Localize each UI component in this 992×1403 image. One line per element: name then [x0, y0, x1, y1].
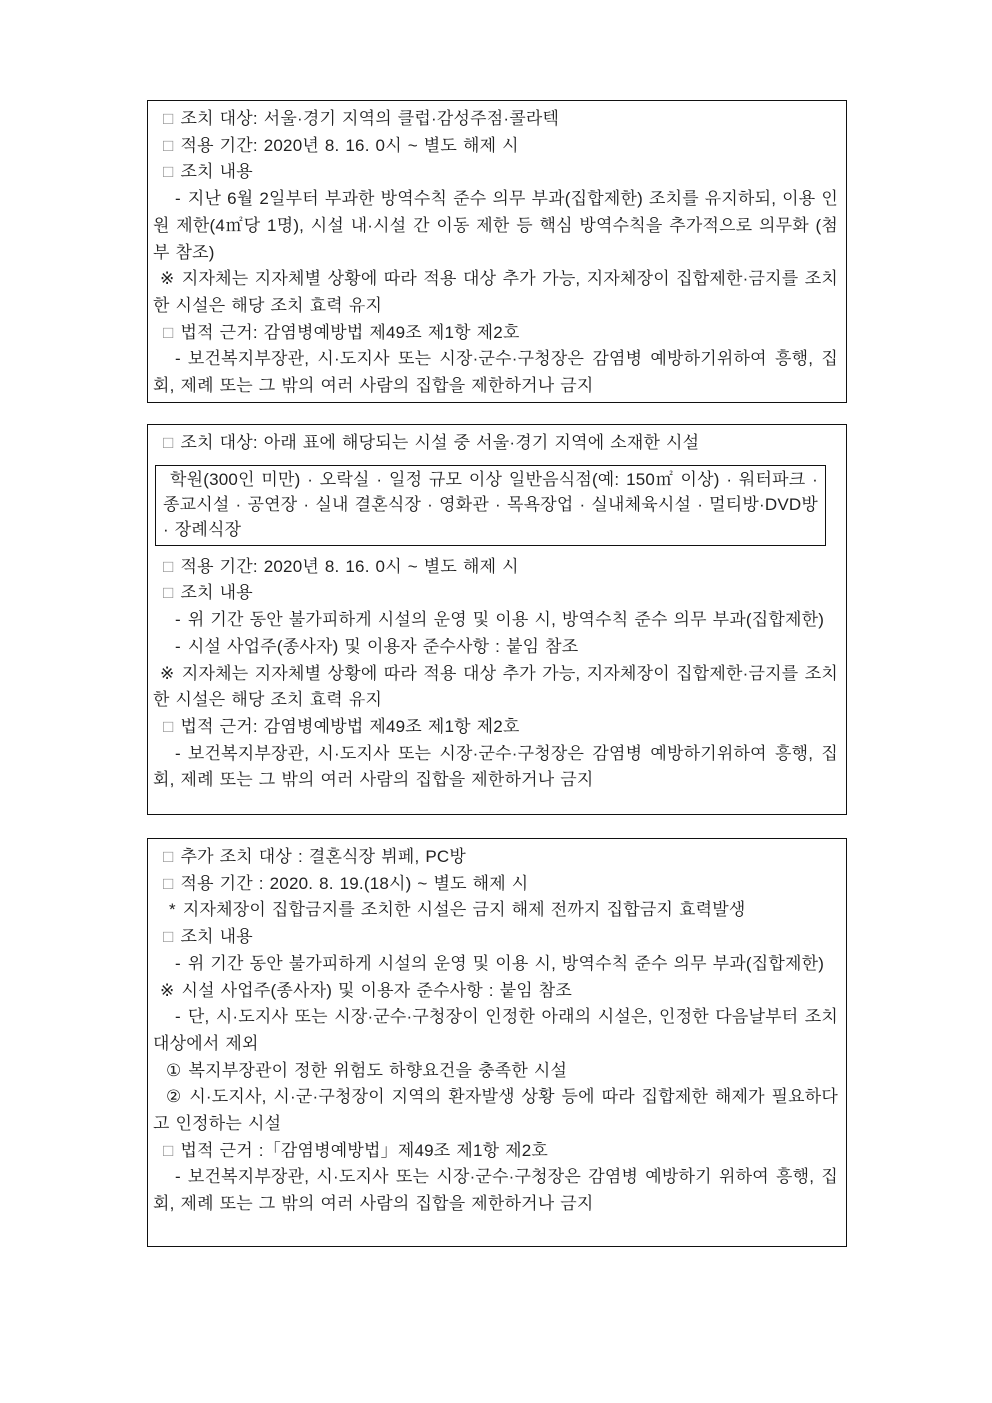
content-heading-text: 조치 내용	[180, 583, 253, 603]
checkbox-icon: □	[163, 556, 174, 576]
target-line	[153, 430, 838, 457]
content-detail	[153, 186, 838, 266]
period-text: 적용 기간: 2020년 8. 16. 0시 ~ 별도 해제 시	[180, 556, 519, 576]
reference-mark-icon: ※	[160, 663, 175, 683]
reference-mark-icon: ※	[160, 269, 175, 289]
measure-box-facilities	[147, 424, 847, 815]
local-gov-note-text: 지자체는 지자체별 상황에 따라 적용 대상 추가 가능, 지자체장이 집합제한·금지를 조치한 시설은 해당 조치 효력 유지	[153, 269, 838, 315]
exception-item-2	[153, 1084, 838, 1137]
period-text: 적용 기간 : 2020. 8. 19.(18시) ~ 별도 해제 시	[180, 873, 529, 893]
facility-list-text: 학원(300인 미만) · 오락실 · 일정 규모 이상 일반음식점(예: 150㎡ 이상) · 워터파크 · 종교시설 · 공연장 · 실내 결혼식장 · 영화관 · 목욕장업 · 실내체육시설 · 멀티방·DVD방 · 장례식장	[163, 469, 818, 539]
content-detail-2	[153, 634, 838, 661]
checkbox-icon: □	[163, 433, 174, 452]
circled-one-icon: ①	[166, 1060, 182, 1080]
content-detail-text: 지난 6월 2일부터 부과한 방역수칙 준수 의무 부과(집합제한) 조치를 유지하되, 이용 인원 제한(4㎡당 1명), 시설 내·시설 간 이동 제한 등 핵심 방역수칙을 추가적으로 의무화 (첨부 참조)	[153, 189, 838, 262]
dash-bullet: -	[175, 610, 181, 630]
effect-note-text: 지자체장이 집합금지를 조치한 시설은 금지 해제 전까지 집합금지 효력발생	[182, 900, 746, 920]
reference-mark-icon: ※	[160, 980, 175, 1000]
legal-basis-text: 법적 근거: 감염병예방법 제49조 제1항 제2호	[180, 322, 520, 342]
dash-bullet: -	[175, 349, 181, 369]
content-heading-text: 조치 내용	[180, 927, 253, 947]
legal-basis-detail-text: 보건복지부장관, 시·도지사 또는 시장·군수·구청장은 감염병 예방하기위하여 흥행, 집회, 제례 또는 그 밖의 여러 사람의 집합을 제한하거나 금지	[153, 349, 838, 396]
measure-box-clubs	[147, 100, 847, 403]
checkbox-icon: □	[163, 716, 174, 736]
dash-bullet: -	[175, 636, 181, 656]
measure-box-additional	[147, 838, 847, 1247]
exception-intro-text: 단, 시·도지사 또는 시장·군수·구청장이 인정한 아래의 시설은, 인정한 다음날부터 조치대상에서 제외	[153, 1007, 838, 1053]
target-text: 조치 대상: 아래 표에 해당되는 시설 중 서울·경기 지역에 소재한 시설	[180, 433, 700, 452]
content-detail-1	[153, 607, 838, 634]
asterisk-bullet: *	[169, 900, 176, 920]
content-heading-text: 조치 내용	[180, 162, 253, 182]
legal-basis-detail-text: 보건복지부장관, 시·도지사 또는 시장·군수·구청장은 감염병 예방하기 위하여 흥행, 집회, 제례 또는 그 밖의 여러 사람의 집합을 제한하거나 금지	[153, 1167, 838, 1214]
checkbox-icon: □	[163, 135, 174, 155]
target-line	[153, 106, 838, 133]
checkbox-icon: □	[163, 109, 174, 128]
target-line	[153, 844, 838, 871]
checkbox-icon: □	[163, 927, 174, 947]
target-text: 조치 대상: 서울·경기 지역의 클럽·감성주점·콜라텍	[180, 109, 560, 128]
target-text: 추가 조치 대상 : 결혼식장 뷔페, PC방	[180, 847, 466, 866]
dash-bullet: -	[175, 743, 181, 763]
content-heading	[153, 924, 838, 951]
legal-basis-text: 법적 근거: 감염병예방법 제49조 제1항 제2호	[180, 716, 520, 736]
period-line	[153, 554, 838, 581]
period-line	[153, 133, 838, 160]
period-text: 적용 기간: 2020년 8. 16. 0시 ~ 별도 해제 시	[180, 135, 519, 155]
legal-basis-detail	[153, 346, 838, 399]
checkbox-icon: □	[163, 847, 174, 866]
legal-basis-heading	[153, 320, 838, 347]
local-gov-note	[153, 661, 838, 714]
period-line	[153, 871, 838, 898]
legal-basis-text: 법적 근거 :「감염병예방법」제49조 제1항 제2호	[180, 1140, 549, 1160]
exception-intro	[153, 1004, 838, 1057]
local-gov-note	[153, 266, 838, 319]
exception-item-1	[153, 1058, 838, 1085]
exception-item-2-text: 시·도지사, 시·군·구청장이 지역의 환자발생 상황 등에 따라 집합제한 해제가 필요하다고 인정하는 시설	[153, 1087, 838, 1134]
legal-basis-heading	[153, 1138, 838, 1165]
local-gov-note-text: 지자체는 지자체별 상황에 따라 적용 대상 추가 가능, 지자체장이 집합제한·금지를 조치한 시설은 해당 조치 효력 유지	[153, 663, 838, 710]
content-detail	[153, 951, 838, 978]
facility-list-table	[155, 465, 826, 546]
legal-basis-detail-text: 보건복지부장관, 시·도지사 또는 시장·군수·구청장은 감염병 예방하기위하여 흥행, 집회, 제례 또는 그 밖의 여러 사람의 집합을 제한하거나 금지	[153, 743, 838, 790]
effect-note	[153, 897, 838, 924]
dash-bullet: -	[175, 1007, 181, 1027]
legal-basis-detail	[153, 741, 838, 794]
content-heading	[153, 580, 838, 607]
compliance-note-text: 시설 사업주(종사자) 및 이용자 준수사항 : 붙임 참조	[181, 980, 572, 1000]
checkbox-icon: □	[163, 322, 174, 342]
checkbox-icon: □	[163, 583, 174, 603]
compliance-note	[153, 978, 838, 1005]
legal-basis-detail	[153, 1164, 838, 1217]
legal-basis-heading	[153, 714, 838, 741]
circled-two-icon: ②	[166, 1087, 183, 1107]
checkbox-icon: □	[163, 162, 174, 182]
checkbox-icon: □	[163, 873, 174, 893]
checkbox-icon: □	[163, 1140, 174, 1160]
content-detail-1-text: 위 기간 동안 불가피하게 시설의 운영 및 이용 시, 방역수칙 준수 의무 부과(집합제한)	[187, 610, 825, 630]
content-detail-text: 위 기간 동안 불가피하게 시설의 운영 및 이용 시, 방역수칙 준수 의무 부과(집합제한)	[187, 953, 825, 973]
dash-bullet: -	[175, 1167, 181, 1187]
exception-item-1-text: 복지부장관이 정한 위험도 하향요건을 충족한 시설	[188, 1060, 568, 1080]
content-heading	[153, 159, 838, 186]
dash-bullet: -	[175, 189, 181, 209]
dash-bullet: -	[175, 953, 181, 973]
content-detail-2-text: 시설 사업주(종사자) 및 이용자 준수사항 : 붙임 참조	[187, 636, 579, 656]
